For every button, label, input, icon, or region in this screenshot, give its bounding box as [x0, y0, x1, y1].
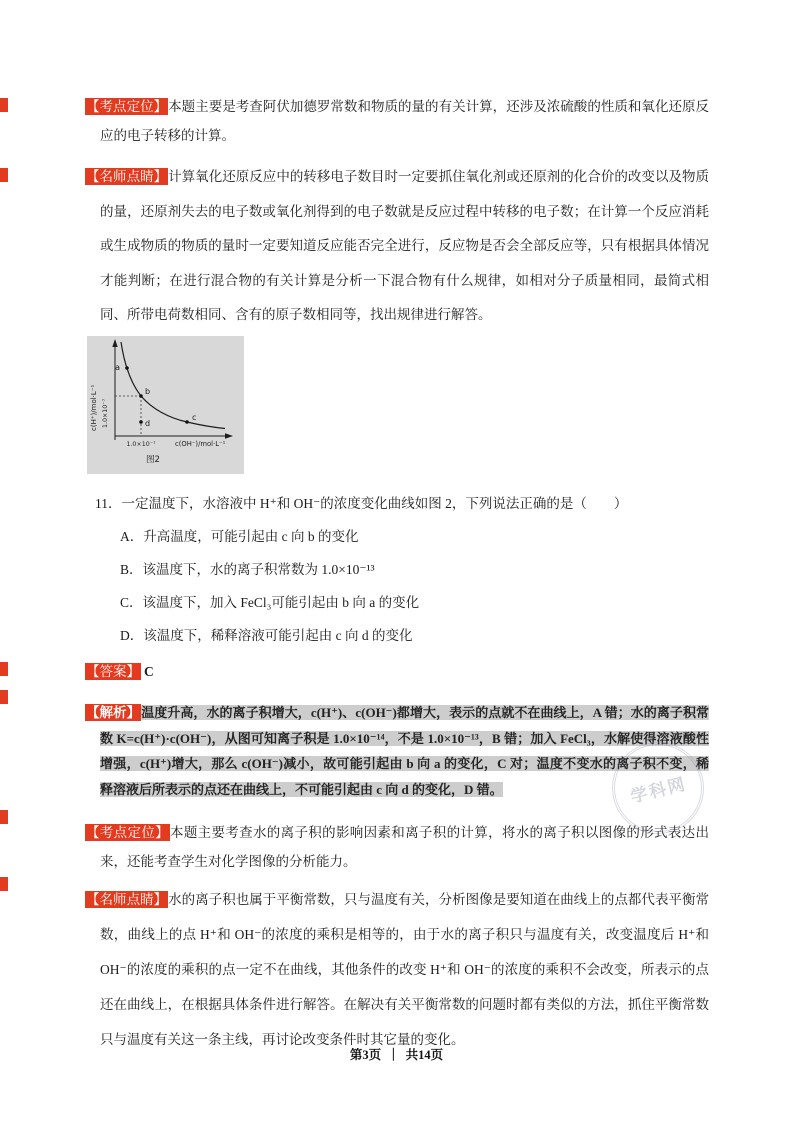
- figure-2-concentration-curve: [87, 336, 244, 474]
- option-c: [120, 586, 709, 619]
- figure-caption: 图2: [146, 454, 160, 465]
- x-axis-tick-label: 1.0×10⁻⁷: [126, 440, 156, 448]
- point-b-label: b: [145, 386, 151, 396]
- question-11: [85, 488, 709, 652]
- option-d-label: D．: [120, 627, 144, 643]
- page-footer: [0, 1045, 793, 1063]
- mingshi-section-2: [85, 882, 709, 1057]
- kaodian-text-2: 本题主要考查水的离子积的影响因素和离子积的计算，将水的离子积以图像的形式表达出来，还能考查学生对化学图像的分析能力。: [100, 825, 710, 869]
- answer-line: [85, 657, 709, 687]
- option-a-text: 升高温度，可能引起由 c 向 b 的变化: [143, 528, 359, 544]
- footer-page-number: 第3页: [349, 1048, 382, 1062]
- mingshi-label-2: 【名师点睛】: [86, 892, 168, 907]
- y-axis-label: c(H⁺)/mol·L⁻¹: [90, 384, 98, 431]
- option-d-text: 该温度下，稀释溶液可能引起由 c 向 d 的变化: [143, 627, 413, 643]
- point-b: [139, 394, 143, 398]
- y-axis-tick-label: 1.0×10⁻⁷: [102, 398, 109, 428]
- point-c-label: c: [192, 412, 197, 422]
- mingshi-label-1: 【名师点睛】: [86, 169, 168, 184]
- point-d: [139, 420, 143, 424]
- jiexi-section: [85, 700, 709, 802]
- option-c-label: C．: [120, 594, 143, 610]
- jiexi-text: 温度升高，水的离子积增大，c(H⁺)、c(OH⁻)都增大，表示的点就不在曲线上，A 错；水的离子积常数 K=c(H⁺)·c(OH⁻)，从图可知离子积是 1.0×10⁻¹⁴，不是 1.0×10⁻¹³，B 错；加入 FeCl₃，水解使得溶液酸性增强，c(H⁺)增大，那么 c(OH⁻)减小，故可能引起由 b 向 a 的变化，C 对；温度不变水的离子积不变，稀释溶液后所表示的点还在曲线上，不可能引起由 c 向 d 的变化，D 错。: [100, 705, 709, 797]
- watermark-text: 学科网: [628, 773, 689, 807]
- point-c: [185, 420, 189, 424]
- point-a: [125, 366, 129, 370]
- footer-separator: ｜: [387, 1048, 400, 1062]
- jiexi-label: 【解析】: [86, 705, 141, 720]
- point-d-label: d: [145, 418, 151, 428]
- footer-total-pages: 共14页: [405, 1048, 444, 1062]
- option-a-label: A．: [120, 528, 144, 544]
- question-number: 11．: [95, 495, 122, 511]
- figure-background: [87, 336, 244, 474]
- kaodian-label-2: 【考点定位】: [86, 825, 169, 840]
- kaodian-label-1: 【考点定位】: [86, 99, 168, 114]
- kaodian-section-1: [85, 92, 709, 150]
- option-b-text: 该温度下，水的离子积常数为 1.0×10⁻¹³: [142, 561, 375, 577]
- point-a-label: a: [115, 362, 120, 372]
- mingshi-text-2: 水的离子积也属于平衡常数，只与温度有关，分析图像是要知道在曲线上的点都代表平衡常数，曲线上的点 H⁺和 OH⁻的浓度的乘积是相等的，由于水的离子积只与温度有关，改变温度后 H⁺和 OH⁻的浓度的乘积的点一定不在曲线，其他条件的改变 H⁺和 OH⁻的浓度的乘积不会改变，所表示的点还在曲线上，在根据具体条件进行解答。在解决有关平衡常数的问题时都有类似的方法，抓住平衡常数只与温度有关这一条主线，再讨论改变条件时其它量的变化。: [100, 892, 710, 1047]
- option-c-text: 该温度下，加入 FeCl₃可能引起由 b 向 a 的变化: [142, 594, 420, 610]
- kaodian-text-1: 本题主要是考查阿伏加德罗常数和物质的量的有关计算，还涉及浓硫酸的性质和氧化还原反应的电子转移的计算。: [100, 99, 710, 143]
- curve-plot: [87, 336, 244, 474]
- answer-letter: C: [144, 663, 154, 679]
- question-stem: 一定温度下，水溶液中 H⁺和 OH⁻的浓度变化曲线如图 2，下列说法正确的是（ ）: [121, 495, 628, 511]
- answer-label: 【答案】: [86, 663, 140, 679]
- mingshi-section-1: [85, 160, 709, 333]
- option-b-label: B．: [120, 561, 143, 577]
- kaodian-section-2: [85, 818, 709, 876]
- x-axis-label: c(OH⁻)/mol·L⁻¹: [175, 439, 226, 448]
- option-b: [120, 553, 709, 586]
- mingshi-text-1: 计算氧化还原反应中的转移电子数目时一定要抓住氧化剂或还原剂的化合价的改变以及物质的量，还原剂失去的电子数或氧化剂得到的电子数就是反应过程中转移的电子数；在计算一个反应消耗或生成物质的物质的量时一定要知道反应能否完全进行，反应物是否会全部反应等，只有根据具体情况才能判断；在进行混合物的有关计算是分析一下混合物有什么规律，如相对分子质量相同，最简式相同、所带电荷数相同、含有的原子数相同等，找出规律进行解答。: [100, 169, 710, 322]
- option-a: [120, 520, 709, 553]
- option-d: [120, 619, 709, 652]
